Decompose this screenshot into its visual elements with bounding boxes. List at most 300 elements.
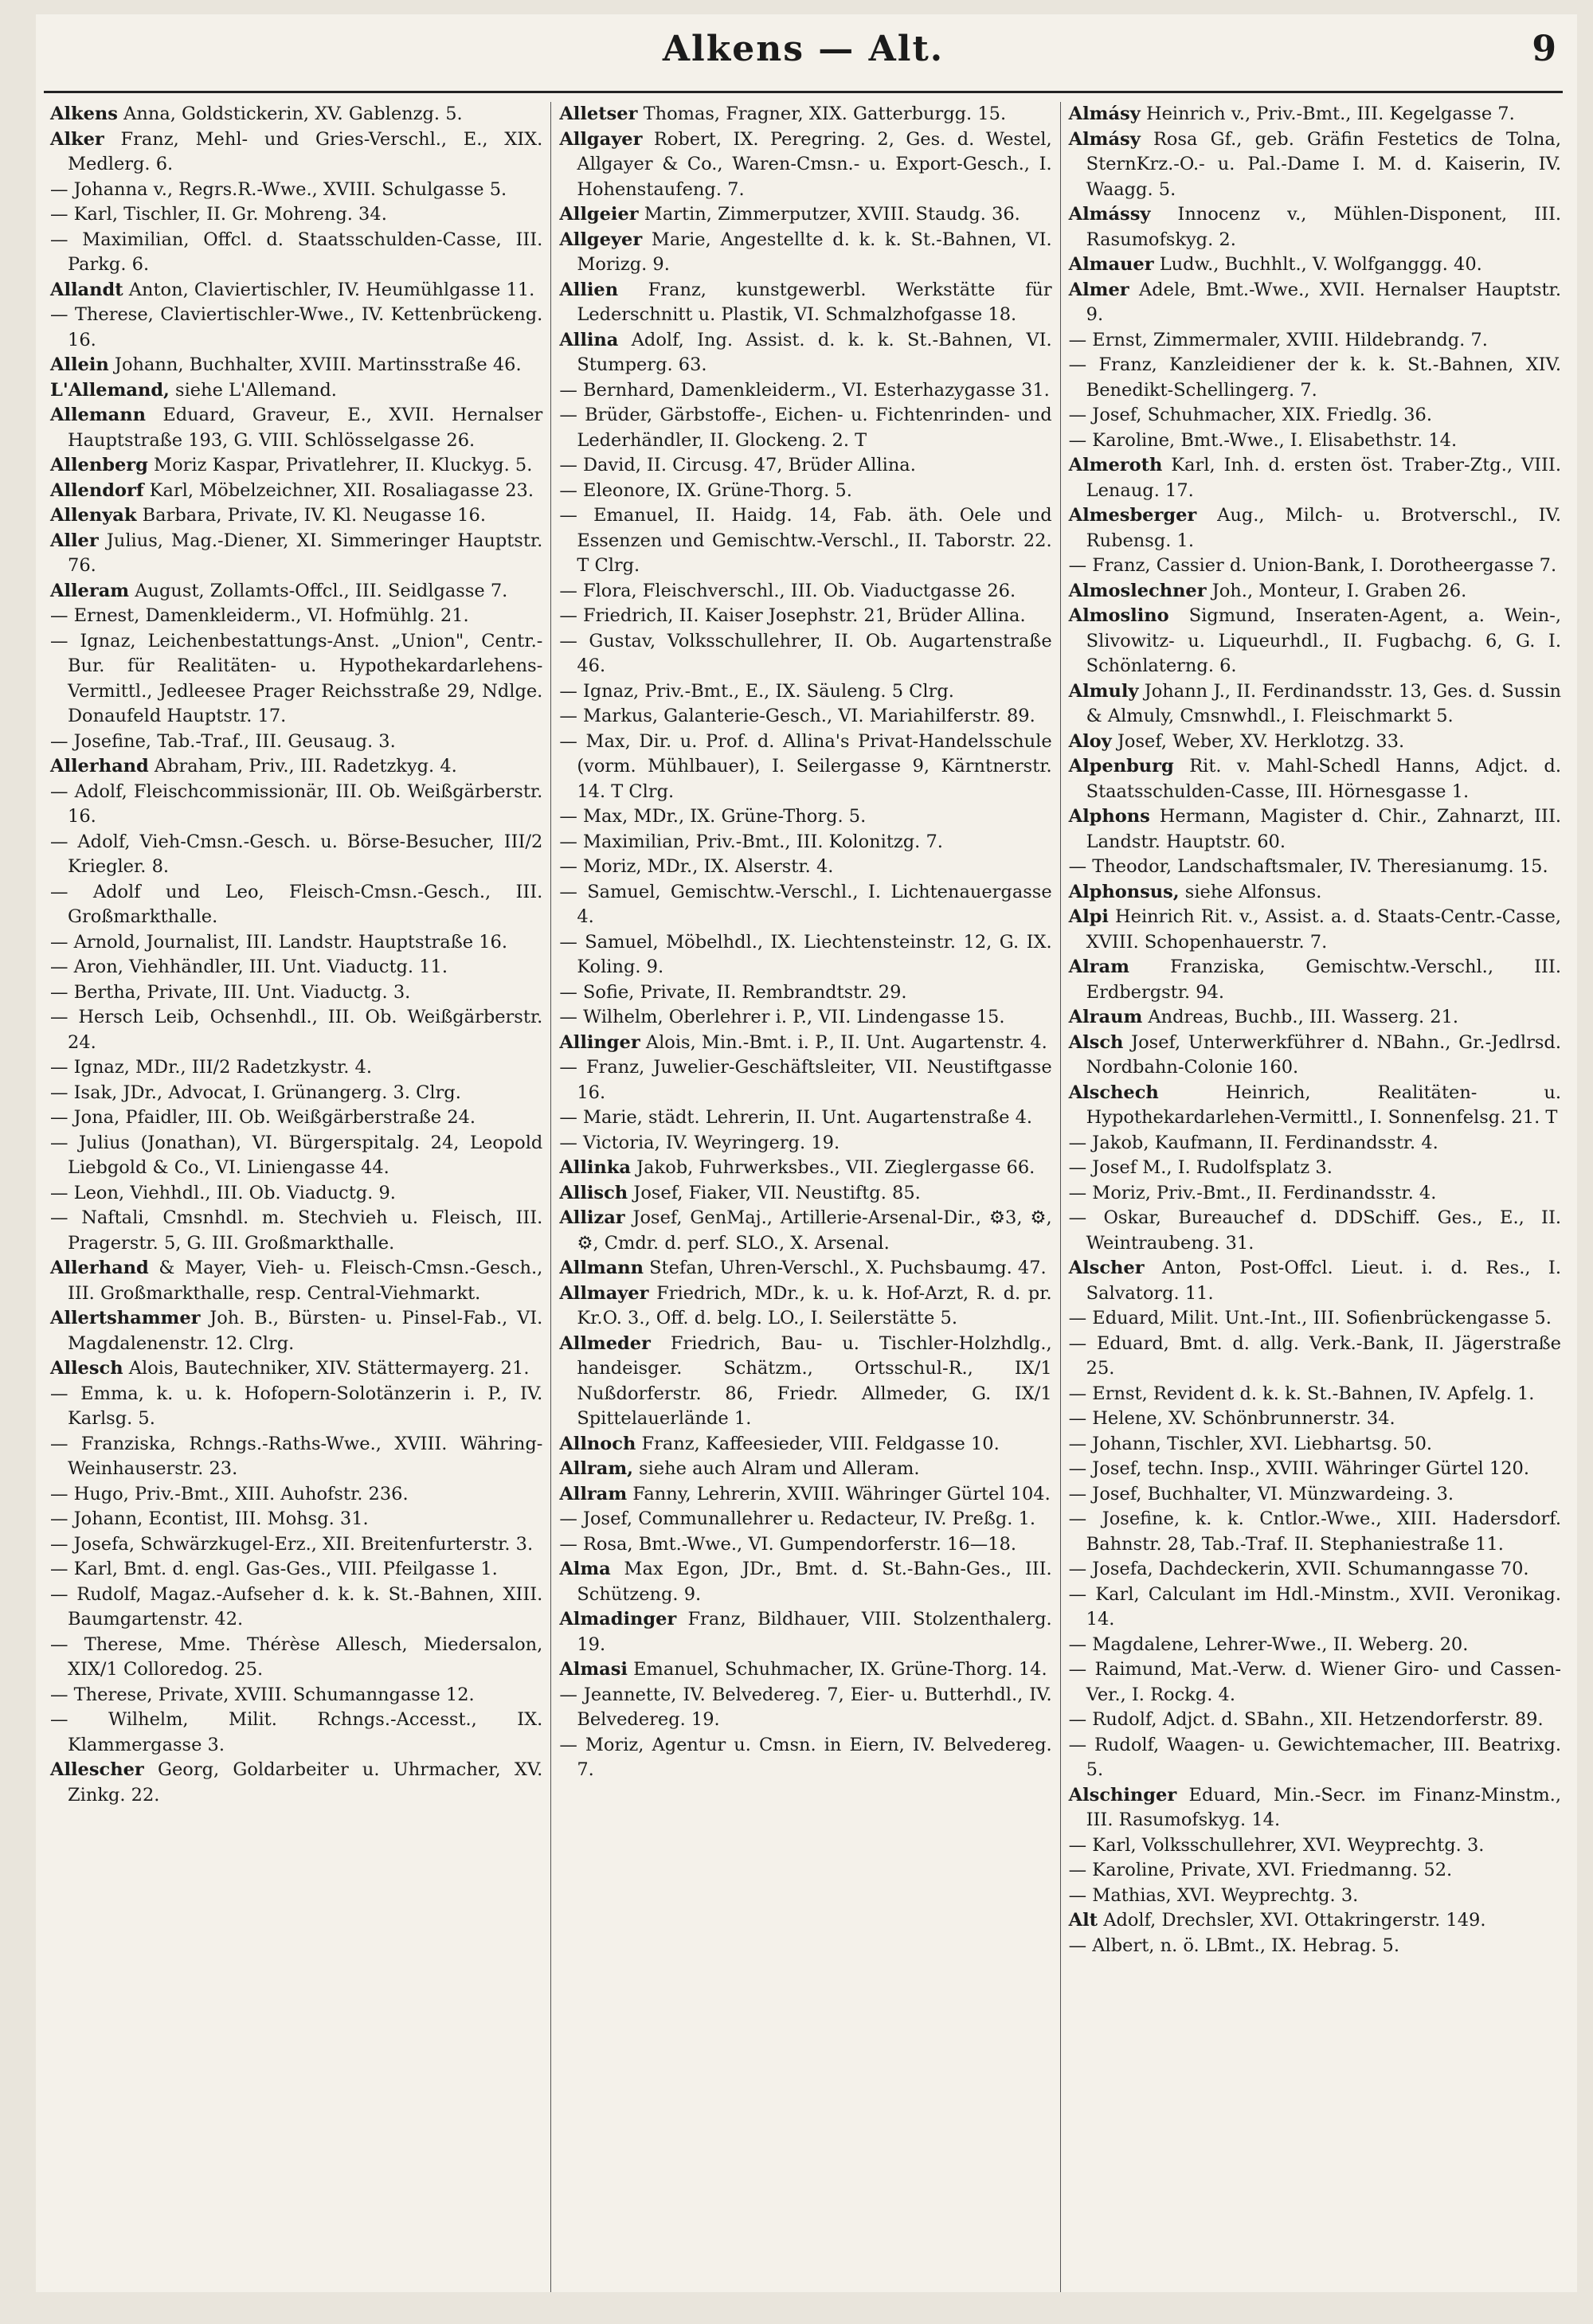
entry-details: — Franz, Juwelier-Geschäftsleiter, VII. Neustiftgasse 16.	[559, 1057, 1052, 1103]
entry-details: — Samuel, Möbelhdl., IX. Liechtensteinstr. 12, G. IX. Koling. 9.	[559, 931, 1052, 977]
entry-details: — Friedrich, II. Kaiser Josephstr. 21, Brüder Allina.	[559, 605, 1026, 626]
directory-entry	[50, 1206, 542, 1256]
directory-entry	[50, 980, 542, 1006]
directory-entry	[559, 278, 1051, 328]
directory-entry	[1069, 955, 1561, 1005]
entry-surname: Alschech	[1068, 1082, 1159, 1103]
directory-entry	[559, 855, 1051, 880]
entry-details: Andreas, Buchb., III. Wasserg. 21.	[1142, 1007, 1459, 1027]
directory-entry	[1069, 127, 1561, 203]
directory-entry	[559, 880, 1051, 930]
directory-entry	[50, 403, 542, 453]
directory-entry	[559, 1105, 1051, 1131]
entry-details: — Ernst, Revident d. k. k. St.-Bahnen, IV. Apfelg. 1.	[1068, 1383, 1535, 1404]
entry-details: — Mathias, XVI. Weyprechtg. 3.	[1068, 1884, 1359, 1906]
directory-entry	[1069, 804, 1561, 855]
entry-details: Abraham, Priv., III. Radetzkyg. 4.	[148, 756, 457, 777]
entry-details: Emanuel, Schuhmacher, IX. Grüne-Thorg. 14.	[627, 1659, 1047, 1680]
entry-details: Johann J., II. Ferdinandsstr. 13, Ges. d. Sussin & Almuly, Cmsnwhdl., I. Fleischmarkt 5.	[1086, 680, 1561, 726]
entry-details: Sigmund, Inseraten-Agent, a. Wein-, Slivowitz- u. Liqueurhdl., II. Fugbachg. 6, G. I. Schönlaterng. 6.	[1086, 605, 1561, 676]
entry-details: Franz, Mehl- und Gries-Verschl., E., XIX. Medlerg. 6.	[68, 128, 543, 174]
directory-entry	[1069, 1858, 1561, 1884]
directory-entry	[1069, 1005, 1561, 1031]
entry-details: Anton, Claviertischler, IV. Heumühlgasse 11.	[123, 279, 535, 300]
entry-details: Ludw., Buchhlt., V. Wolfganggg. 40.	[1153, 254, 1482, 275]
entry-details: — Franziska, Rchngs.-Raths-Wwe., XVIII. Währing-Weinhauserstr. 23.	[50, 1433, 543, 1479]
entry-details: — Johann, Tischler, XVI. Liebhartsg. 50.	[1068, 1433, 1433, 1454]
directory-entry	[50, 529, 542, 579]
directory-entry	[559, 328, 1051, 378]
entry-details: & Mayer, Vieh- u. Fleisch-Cmsn.-Gesch., III. Großmarkthalle, resp. Central-Viehmarkt.	[68, 1258, 543, 1304]
directory-entry	[559, 804, 1051, 830]
entry-details: — Karl, Volksschullehrer, XVI. Weyprechtg. 3.	[1068, 1834, 1485, 1856]
entry-details: — Rudolf, Adjct. d. SBahn., XII. Hetzendorferstr. 89.	[1068, 1709, 1544, 1730]
column-2	[550, 102, 1059, 2292]
directory-entry	[1069, 1031, 1561, 1081]
entry-details: Adolf, Ing. Assist. d. k. k. St.-Bahnen, VI. Stumperg. 63.	[577, 329, 1052, 375]
column-3	[1060, 102, 1569, 2292]
entry-details: Anna, Goldstickerin, XV. Gablenzg. 5.	[117, 104, 463, 124]
entry-details: Joh., Monteur, I. Graben 26.	[1206, 580, 1467, 601]
directory-entry	[1069, 252, 1561, 278]
directory-entry	[50, 1382, 542, 1432]
directory-entry	[559, 1281, 1051, 1332]
directory-entry	[1069, 202, 1561, 252]
entry-surname: Almoslechner	[1068, 580, 1207, 601]
directory-entry	[559, 704, 1051, 730]
directory-entry	[1069, 1708, 1561, 1733]
entry-details: — Karoline, Private, XVI. Friedmanng. 52.	[1068, 1860, 1453, 1880]
entry-details: siehe Alfonsus.	[1179, 881, 1322, 902]
directory-entry	[559, 403, 1051, 453]
entry-surname: Allisch	[559, 1182, 628, 1203]
directory-entry	[1069, 1382, 1561, 1407]
directory-entry	[1069, 1633, 1561, 1658]
directory-entry	[50, 1081, 542, 1106]
entry-details: — Therese, Mme. Thérèse Allesch, Miedersalon, XIX/1 Colloredog. 25.	[50, 1633, 543, 1680]
entry-details: Josef, Weber, XV. Herklotzg. 33.	[1111, 730, 1405, 752]
directory-entry	[1069, 1908, 1561, 1934]
entry-details: Georg, Goldarbeiter u. Uhrmacher, XV. Zinkg. 22.	[68, 1759, 543, 1806]
entry-details: Eduard, Graveur, E., XVII. Hernalser Hauptstraße 193, G. VIII. Schlösselgasse 26.	[68, 405, 543, 451]
entry-surname: Almadinger	[559, 1609, 677, 1630]
entry-surname: Aloy	[1068, 730, 1112, 752]
directory-entry	[1069, 679, 1561, 730]
entry-details: Heinrich, Realitäten- u. Hypothekardarlehen-Vermittl., I. Sonnenfelsg. 21. T	[1086, 1082, 1561, 1128]
directory-entry	[1069, 1583, 1561, 1633]
entry-details: Joh. B., Bürsten- u. Pinsel-Fab., VI. Magdalenenstr. 12. Clrg.	[68, 1308, 543, 1354]
entry-details: — Arnold, Journalist, III. Landstr. Hauptstraße 16.	[50, 931, 508, 953]
entry-details: Franz, kunstgewerbl. Werkstätte für Lederschnitt u. Plastik, VI. Schmalzhofgasse 18.	[577, 279, 1052, 325]
entry-details: — Jeannette, IV. Belvedereg. 7, Eier- u. Butterhdl., IV. Belvedereg. 19.	[559, 1684, 1052, 1730]
entry-surname: Alraum	[1068, 1007, 1143, 1027]
directory-entry	[50, 278, 542, 303]
entry-surname: Allgeier	[559, 204, 639, 225]
directory-entry	[559, 730, 1051, 805]
directory-entry	[559, 1607, 1051, 1657]
entry-surname: Allerhand	[50, 756, 149, 777]
directory-entry	[559, 930, 1051, 980]
directory-entry	[1069, 1156, 1561, 1181]
directory-entry	[559, 1332, 1051, 1432]
directory-entry	[559, 1507, 1051, 1532]
entry-details: — Emma, k. u. k. Hofopern-Solotänzerin i. P., IV. Karlsg. 5.	[50, 1383, 543, 1429]
entry-details: August, Zollamts-Offcl., III. Seidlgasse 7.	[129, 580, 508, 601]
entry-details: — Eduard, Bmt. d. allg. Verk.-Bank, II. Jägerstraße 25.	[1068, 1332, 1561, 1379]
entry-details: — Josef, techn. Insp., XVIII. Währinger Gürtel 120.	[1068, 1458, 1529, 1479]
entry-details: Hermann, Magister d. Chir., Zahnarzt, III. Landstr. Hauptstr. 60.	[1086, 806, 1561, 852]
directory-entry	[50, 1356, 542, 1382]
directory-entry	[1069, 1181, 1561, 1207]
entry-surname: Allram,	[559, 1458, 633, 1479]
directory-entry	[1069, 754, 1561, 804]
directory-entry	[1069, 855, 1561, 880]
directory-entry	[559, 579, 1051, 604]
directory-entry	[559, 1657, 1051, 1683]
entry-details: — Oskar, Bureauchef d. DDSchiff. Ges., E., II. Weintraubeng. 31.	[1068, 1207, 1561, 1254]
directory-entry	[559, 378, 1051, 404]
entry-details: — Karl, Tischler, II. Gr. Mohreng. 34.	[50, 204, 387, 225]
entry-details: Franziska, Gemischtw.-Verschl., III. Erdbergstr. 94.	[1086, 957, 1561, 1003]
directory-entry	[1069, 428, 1561, 454]
directory-entry	[1069, 1332, 1561, 1382]
directory-entry	[559, 1131, 1051, 1156]
entry-details: — Hugo, Priv.-Bmt., XIII. Auhofstr. 236.	[50, 1483, 409, 1504]
directory-entry	[1069, 453, 1561, 503]
entry-surname: Alpenburg	[1068, 756, 1174, 777]
entry-surname: Allinka	[559, 1157, 631, 1178]
entry-details: Josef, Unterwerkführer d. NBahn., Gr.-Jedlrsd. Nordbahn-Colonie 160.	[1086, 1031, 1561, 1078]
directory-entry	[1069, 1733, 1561, 1783]
entry-details: Josef, GenMaj., Artillerie-Arsenal-Dir., ⚙3, ⚙, ⚙, Cmdr. d. perf. SLO., X. Arsenal.	[577, 1207, 1052, 1254]
directory-entry	[50, 629, 542, 730]
entry-details: — Bertha, Private, III. Unt. Viaductg. 3.	[50, 981, 411, 1003]
entry-details: — David, II. Circusg. 47, Brüder Allina.	[559, 455, 916, 475]
entry-details: Aug., Milch- u. Brotverschl., IV. Rubensg. 1.	[1086, 505, 1561, 551]
directory-entry	[559, 1557, 1051, 1607]
directory-entry	[50, 730, 542, 755]
entry-details: — Magdalene, Lehrer-Wwe., II. Weberg. 20.	[1068, 1633, 1469, 1655]
directory-entry	[559, 228, 1051, 278]
directory-entry	[50, 930, 542, 956]
entry-details: Rosa Gf., geb. Gräfin Festetics de Tolna, SternKrz.-O.- u. Pal.-Dame I. M. d. Kaiserin, IV. Waagg. 5.	[1086, 128, 1561, 200]
entry-surname: Allertshammer	[50, 1308, 201, 1328]
entry-surname: Allizar	[559, 1207, 625, 1228]
entry-details: — Therese, Private, XVIII. Schumanngasse 12.	[50, 1684, 475, 1705]
directory-entry	[1069, 880, 1561, 906]
entry-details: — Samuel, Gemischtw.-Verschl., I. Lichtenauergasse 4.	[559, 881, 1052, 927]
entry-details: — Franz, Cassier d. Union-Bank, I. Dorotheergasse 7.	[1068, 555, 1557, 576]
entry-surname: Alker	[50, 128, 104, 150]
entry-surname: Allein	[50, 354, 109, 375]
directory-entry	[559, 980, 1051, 1006]
directory-entry	[559, 1055, 1051, 1105]
directory-entry	[559, 629, 1051, 679]
directory-entry	[1069, 328, 1561, 354]
entry-details: — Ernst, Zimmermaler, XVIII. Hildebrandg. 7.	[1068, 329, 1488, 350]
entry-details: — Brüder, Gärbstoffe-, Eichen- u. Fichtenrinden- und Lederhändler, II. Glockeng. 2. T	[559, 405, 1052, 451]
entry-surname: Allien	[559, 279, 619, 300]
entry-surname: Almássy	[1068, 204, 1151, 225]
entry-surname: Allenberg	[50, 455, 148, 475]
entry-surname: Alleram	[50, 580, 130, 601]
entry-details: Heinrich Rit. v., Assist. a. d. Staats-Centr.-Casse, XVIII. Schopenhauerstr. 7.	[1086, 906, 1561, 953]
entry-details: — Karoline, Bmt.-Wwe., I. Elisabethstr. 14.	[1068, 429, 1458, 451]
entry-surname: Alram	[1068, 957, 1129, 977]
directory-entry	[50, 880, 542, 930]
entry-details: — Ignaz, MDr., III/2 Radetzkystr. 4.	[50, 1057, 373, 1078]
page-number: 9	[1532, 29, 1556, 69]
entry-details: siehe L'Allemand.	[169, 379, 337, 401]
entry-details: — Jakob, Kaufmann, II. Ferdinandsstr. 4.	[1068, 1132, 1438, 1153]
entry-details: Moriz Kaspar, Privatlehrer, II. Kluckyg. 5.	[147, 455, 533, 475]
directory-entry	[559, 1532, 1051, 1558]
entry-details: — Johann, Econtist, III. Mohsg. 31.	[50, 1508, 369, 1529]
entry-details: Stefan, Uhren-Verschl., X. Puchsbaumg. 47.	[643, 1258, 1047, 1278]
directory-entry	[1069, 1833, 1561, 1859]
entry-details: — Adolf, Vieh-Cmsn.-Gesch. u. Börse-Besucher, III/2 Kriegler. 8.	[50, 831, 543, 877]
directory-entry	[50, 1181, 542, 1207]
entry-details: — Rudolf, Waagen- u. Gewichtemacher, III. Beatrixg. 5.	[1068, 1734, 1561, 1780]
directory-entry	[50, 955, 542, 980]
entry-surname: Alphons	[1068, 806, 1150, 827]
entry-details: — Ignaz, Leichenbestattungs-Anst. „Union", Centr.-Bur. für Realitäten- u. Hypothekardarlehens-Vermittl., Jedleesee Prager Reichsstraße 29, Ndlge. Donaufeld Hauptstr. 17.	[50, 630, 543, 726]
entry-details: Rit. v. Mahl-Schedl Hanns, Adjct. d. Staatsschulden-Casse, III. Hörnesgasse 1.	[1086, 756, 1561, 802]
entry-details: — Moriz, Priv.-Bmt., II. Ferdinandsstr. 4.	[1068, 1182, 1437, 1203]
entry-surname: Almásy	[1068, 128, 1141, 150]
directory-entry	[50, 604, 542, 629]
directory-entry	[1069, 554, 1561, 579]
directory-entry	[50, 1583, 542, 1633]
directory-entry	[1069, 1934, 1561, 1959]
directory-entry	[50, 754, 542, 780]
entry-details: — Karl, Bmt. d. engl. Gas-Ges., VIII. Pfeilgasse 1.	[50, 1559, 498, 1579]
entry-details: — Eduard, Milit. Unt.-Int., III. Sofienbrückengasse 5.	[1068, 1308, 1552, 1328]
directory-entry	[1069, 1131, 1561, 1156]
entry-details: Karl, Inh. d. ersten öst. Traber-Ztg., VIII. Lenaug. 17.	[1086, 455, 1561, 501]
entry-details: — Josefine, Tab.-Traf., III. Geusaug. 3.	[50, 730, 396, 752]
directory-entry	[559, 127, 1051, 203]
directory-entry	[1069, 1884, 1561, 1909]
directory-entry	[1069, 1256, 1561, 1306]
entry-details: — Josef, Buchhalter, VI. Münzwardeing. 3.	[1068, 1483, 1454, 1504]
directory-entry	[50, 1131, 542, 1181]
entry-details: — Julius (Jonathan), VI. Bürgerspitalg. 24, Leopold Liebgold & Co., VI. Liniengasse 44.	[50, 1132, 543, 1178]
entry-details: Alois, Bautechniker, XIV. Stättermayerg. 21.	[123, 1358, 530, 1379]
entry-surname: Allesch	[50, 1358, 123, 1379]
directory-entry	[50, 1507, 542, 1532]
directory-entry	[559, 1457, 1051, 1482]
entry-details: Johann, Buchhalter, XVIII. Martinsstraße 46.	[108, 354, 522, 375]
entry-surname: Alscher	[1068, 1258, 1145, 1278]
entry-details: — Theodor, Landschaftsmaler, IV. Theresianumg. 15.	[1068, 856, 1548, 877]
entry-details: — Emanuel, II. Haidg. 14, Fab. äth. Oele und Essenzen und Gemischtw.-Verschl., II. Taborstr. 22. T Clrg.	[559, 505, 1052, 576]
entry-details: siehe auch Alram und Alleram.	[632, 1458, 920, 1479]
directory-entry	[50, 178, 542, 203]
entry-surname: Allina	[559, 329, 619, 350]
entry-surname: Almeroth	[1068, 455, 1163, 475]
entry-details: Franz, Kaffeesieder, VIII. Feldgasse 10.	[636, 1433, 1000, 1454]
entry-details: — Moriz, MDr., IX. Alserstr. 4.	[559, 856, 834, 877]
directory-entry	[50, 1005, 542, 1055]
directory-entry	[559, 1683, 1051, 1733]
entry-details: — Rudolf, Magaz.-Aufseher d. k. k. St.-Bahnen, XIII. Baumgartenstr. 42.	[50, 1583, 543, 1630]
directory-entry	[50, 780, 542, 830]
entry-details: Friedrich, Bau- u. Tischler-Holzhdlg., handeisger. Schätzm., Ortsschul-R., IX/1 Nußdorferstr. 86, Friedr. Allmeder, G. IX/1 Spittelauerlände 1.	[577, 1332, 1052, 1429]
entry-details: Julius, Mag.-Diener, XI. Simmeringer Hauptstr. 76.	[68, 530, 543, 576]
entry-surname: Alpi	[1068, 906, 1109, 927]
directory-entry	[1069, 353, 1561, 403]
entry-surname: Almoslino	[1068, 605, 1169, 626]
entry-details: — Josefa, Dachdeckerin, XVII. Schumanngasse 70.	[1068, 1559, 1529, 1579]
directory-entry	[50, 453, 542, 479]
entry-details: — Markus, Galanterie-Gesch., VI. Mariahilferstr. 89.	[559, 706, 1035, 726]
entry-details: — Hersch Leib, Ochsenhdl., III. Ob. Weißgärberstr. 24.	[50, 1007, 543, 1053]
entry-details: Jakob, Fuhrwerksbes., VII. Zieglergasse 66.	[630, 1157, 1035, 1178]
directory-entry	[1069, 1783, 1561, 1833]
entry-details: Franz, Bildhauer, VIII. Stolzenthalerg. 19.	[577, 1609, 1052, 1655]
entry-details: Marie, Angestellte d. k. k. St.-Bahnen, VI. Morizg. 9.	[577, 229, 1052, 275]
entry-surname: L'Allemand,	[50, 379, 170, 401]
entry-surname: Alkens	[50, 104, 118, 124]
entry-surname: Allandt	[50, 279, 123, 300]
entry-details: — Maximilian, Priv.-Bmt., III. Kolonitzg. 7.	[559, 831, 943, 852]
entry-surname: Allmayer	[559, 1282, 649, 1304]
entry-details: Fanny, Lehrerin, XVIII. Währinger Gürtel 104.	[627, 1483, 1051, 1504]
entry-surname: Allgayer	[559, 128, 643, 150]
entry-details: — Victoria, IV. Weyringerg. 19.	[559, 1132, 840, 1153]
directory-entry	[50, 102, 542, 127]
entry-surname: Allenyak	[50, 505, 137, 526]
directory-entry	[50, 1633, 542, 1683]
entry-details: — Adolf, Fleischcommissionär, III. Ob. Weißgärberstr. 16.	[50, 781, 543, 827]
entry-surname: Almer	[1068, 279, 1129, 300]
page-header	[44, 14, 1563, 93]
directory-columns	[36, 102, 1577, 2292]
directory-entry	[1069, 1507, 1561, 1557]
entry-details: Robert, IX. Peregring. 2, Ges. d. Westel, Allgayer & Co., Waren-Cmsn.- u. Export-Gesch., I. Hohenstaufeng. 7.	[577, 128, 1052, 200]
directory-entry	[1069, 1457, 1561, 1482]
entry-details: — Rosa, Bmt.-Wwe., VI. Gumpendorferstr. 16—18.	[559, 1533, 1016, 1555]
entry-surname: Allram	[559, 1483, 628, 1504]
entry-surname: Allendorf	[50, 479, 144, 501]
entry-details: — Naftali, Cmsnhdl. m. Stechvieh u. Fleisch, III. Pragerstr. 5, G. III. Großmarkthalle.	[50, 1207, 543, 1254]
entry-details: Alois, Min.-Bmt. i. P., II. Unt. Augartenstr. 4.	[640, 1031, 1047, 1053]
directory-entry	[559, 1181, 1051, 1207]
directory-entry	[50, 127, 542, 178]
entry-details: — Ernest, Damenkleiderm., VI. Hofmühlg. 21.	[50, 605, 469, 626]
directory-entry	[50, 479, 542, 504]
entry-details: Friedrich, MDr., k. u. k. Hof-Arzt, R. d. pr. Kr.O. 3., Off. d. belg. LO., I. Seilerstätte 5.	[577, 1282, 1052, 1328]
directory-entry	[559, 1031, 1051, 1056]
directory-entry	[559, 1206, 1051, 1256]
directory-page	[36, 14, 1577, 2292]
directory-entry	[50, 830, 542, 880]
directory-entry	[1069, 102, 1561, 127]
directory-entry	[50, 1532, 542, 1558]
entry-details: — Leon, Viehhdl., III. Ob. Viaductg. 9.	[50, 1182, 396, 1203]
entry-details: — Aron, Viehhändler, III. Unt. Viaductg. 11.	[50, 957, 448, 977]
entry-surname: Almásy	[1068, 104, 1141, 124]
entry-details: — Gustav, Volksschullehrer, II. Ob. Augartenstraße 46.	[559, 630, 1052, 676]
entry-details: Adolf, Drechsler, XVI. Ottakringerstr. 149.	[1098, 1910, 1486, 1931]
entry-details: Karl, Möbelzeichner, XII. Rosaliagasse 23.	[143, 479, 534, 501]
entry-surname: Allnoch	[559, 1433, 636, 1454]
directory-entry	[50, 1758, 542, 1808]
directory-entry	[50, 1256, 542, 1306]
entry-surname: Alt	[1068, 1910, 1098, 1931]
entry-details: — Raimund, Mat.-Verw. d. Wiener Giro- und Cassen-Ver., I. Rockg. 4.	[1068, 1659, 1561, 1705]
entry-details: — Wilhelm, Milit. Rchngs.-Accesst., IX. Klammergasse 3.	[50, 1709, 543, 1755]
entry-details: — Johanna v., Regrs.R.-Wwe., XVIII. Schulgasse 5.	[50, 178, 507, 200]
entry-details: — Marie, städt. Lehrerin, II. Unt. Augartenstraße 4.	[559, 1107, 1033, 1128]
entry-details: — Jona, Pfaidler, III. Ob. Weißgärberstraße 24.	[50, 1107, 476, 1128]
entry-details: — Karl, Calculant im Hdl.-Minstm., XVII. Veronikag. 14.	[1068, 1583, 1561, 1630]
entry-surname: Almuly	[1068, 680, 1139, 702]
directory-entry	[1069, 278, 1561, 328]
directory-entry	[50, 303, 542, 353]
entry-details: — Eleonore, IX. Grüne-Thorg. 5.	[559, 479, 852, 501]
directory-entry	[1069, 1407, 1561, 1432]
directory-entry	[50, 503, 542, 529]
entry-surname: Allerhand	[50, 1258, 149, 1278]
entry-details: — Franz, Kanzleidiener der k. k. St.-Bahnen, XIV. Benedikt-Schellingerg. 7.	[1068, 354, 1561, 401]
directory-entry	[1069, 1081, 1561, 1131]
directory-entry	[50, 1557, 542, 1583]
directory-entry	[50, 353, 542, 378]
directory-entry	[50, 378, 542, 404]
entry-details: — Isak, JDr., Advocat, I. Grünangerg. 3. Clrg.	[50, 1082, 461, 1103]
directory-entry	[50, 202, 542, 228]
entry-details: Adele, Bmt.-Wwe., XVII. Hernalser Hauptstr. 9.	[1086, 279, 1561, 325]
entry-details: — Flora, Fleischverschl., III. Ob. Viaductgasse 26.	[559, 580, 1016, 601]
directory-entry	[50, 1055, 542, 1081]
entry-details: Thomas, Fragner, XIX. Gatterburgg. 15.	[637, 104, 1007, 124]
directory-entry	[559, 202, 1051, 228]
directory-entry	[50, 1306, 542, 1356]
entry-details: — Wilhelm, Oberlehrer i. P., VII. Lindengasse 15.	[559, 1007, 1005, 1027]
directory-entry	[559, 679, 1051, 705]
entry-surname: Allescher	[50, 1759, 144, 1780]
directory-entry	[559, 1156, 1051, 1181]
directory-entry	[559, 1733, 1051, 1783]
entry-surname: Alletser	[559, 104, 638, 124]
entry-surname: Alma	[559, 1559, 611, 1579]
entry-details: — Adolf und Leo, Fleisch-Cmsn.-Gesch., III. Großmarkthalle.	[50, 881, 543, 927]
entry-details: — Josef, Communallehrer u. Redacteur, IV. Preßg. 1.	[559, 1508, 1036, 1529]
directory-entry	[559, 1005, 1051, 1031]
entry-details: — Max, MDr., IX. Grüne-Thorg. 5.	[559, 806, 867, 827]
entry-details: — Josef, Schuhmacher, XIX. Friedlg. 36.	[1068, 405, 1432, 425]
directory-entry	[1069, 503, 1561, 554]
directory-entry	[50, 1432, 542, 1482]
directory-entry	[1069, 905, 1561, 955]
entry-details: — Therese, Claviertischler-Wwe., IV. Kettenbrückeng. 16.	[50, 304, 543, 350]
entry-surname: Allinger	[559, 1031, 640, 1053]
directory-entry	[50, 1105, 542, 1131]
directory-entry	[559, 453, 1051, 479]
entry-details: — Josefine, k. k. Cntlor.-Wwe., XIII. Hadersdorf. Bahnstr. 28, Tab.-Traf. II. Stephaniestraße 11.	[1068, 1508, 1561, 1555]
entry-details: — Albert, n. ö. LBmt., IX. Hebrag. 5.	[1068, 1935, 1400, 1956]
directory-entry	[1069, 579, 1561, 604]
directory-entry	[1069, 1482, 1561, 1508]
directory-entry	[1069, 1206, 1561, 1256]
entry-details: Anton, Post-Offcl. Lieut. i. d. Res., I. Salvatorg. 11.	[1086, 1258, 1561, 1304]
directory-entry	[559, 604, 1051, 629]
entry-surname: Allmeder	[559, 1332, 651, 1354]
entry-surname: Almauer	[1068, 254, 1154, 275]
column-1	[42, 102, 550, 2292]
